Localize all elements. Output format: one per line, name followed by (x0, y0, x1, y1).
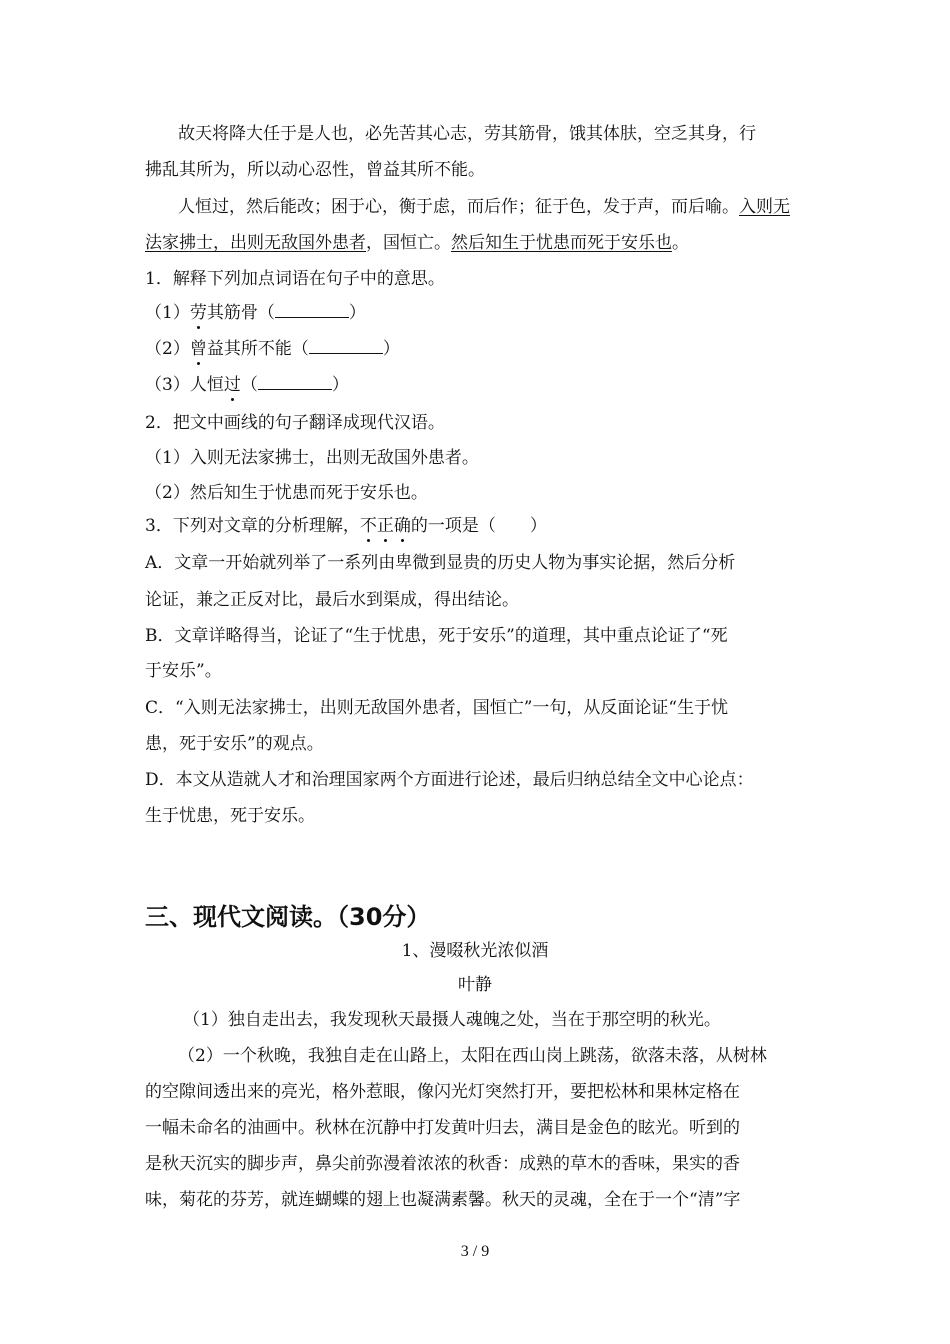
passage-text: 人恒过，然后能改；困于心，衡于虑，而后作；征于色，发于声，而后喻。 (178, 197, 739, 217)
article-paragraph: （1）独自走出去，我发现秋天最摄人魂魄之处，当在于那空明的秋光。 (183, 1010, 721, 1030)
article-line: 是秋天沉实的脚步声，鼻尖前弥漫着浓浓的秋香：成熟的草木的香味，果实的香 (145, 1154, 740, 1174)
article-line: 一幅未命名的油画中。秋林在沉静中打发黄叶归去，满目是金色的眩光。听到的 (145, 1118, 740, 1138)
answer-blank[interactable] (258, 375, 332, 390)
passage-text: ，国恒亡。 (366, 233, 451, 253)
item-text: 其筋骨（ (206, 303, 275, 323)
question-1-stem: 1．解释下列加点词语在句子中的意思。 (145, 269, 445, 289)
article-author: 叶静 (458, 975, 492, 995)
stem-text: 的一项是（ ） (410, 516, 547, 536)
answer-blank[interactable] (309, 339, 383, 354)
passage-text: 。 (672, 233, 689, 253)
article-line: 的空隙间透出来的亮光，格外惹眼，像闪光灯突然打开，要把松林和果林定格在 (145, 1082, 740, 1102)
question-1-item (145, 338, 400, 360)
question-1-item (145, 374, 349, 396)
question-2-item: （1）入则无法家拂士，出则无敌国外患者。 (145, 448, 479, 468)
dotted-word: 不 (359, 516, 377, 536)
passage-line (178, 196, 790, 218)
item-number: （1） (145, 303, 190, 323)
dotted-word: 过 (223, 375, 241, 395)
page-number: 3 / 9 (460, 1243, 490, 1260)
option-b[interactable]: B．文章详略得当，论证了“生于忧患，死于安乐”的道理，其中重点论证了“死 (145, 626, 728, 646)
dotted-word: 曾 (189, 339, 207, 359)
underlined-sentence: 然后知生于忧患而死于安乐也 (451, 233, 672, 253)
underlined-sentence: 入则无 (739, 197, 790, 217)
item-number: （2） (145, 339, 190, 359)
option-a-cont: 论证，兼之正反对比，最后水到渠成，得出结论。 (145, 590, 519, 610)
option-d[interactable]: D．本文从造就人才和治理国家两个方面进行论述，最后归纳总结全文中心论点： (145, 770, 754, 790)
item-number: （3） (145, 375, 190, 395)
passage-line (145, 232, 689, 254)
question-1-item (145, 302, 366, 324)
dotted-word: 劳 (189, 303, 207, 323)
question-3-stem (145, 515, 547, 537)
passage-line: 故天将降大任于是人也，必先苦其心志，劳其筋骨，饿其体肤，空乏其身，行 (178, 124, 756, 144)
item-text: ） (348, 303, 366, 323)
answer-blank[interactable] (275, 303, 349, 318)
underlined-sentence: 法家拂士，出则无敌国外患者 (145, 233, 366, 253)
question-2-stem: 2．把文中画线的句子翻译成现代汉语。 (145, 413, 445, 433)
article-line: 味，菊花的芬芳，就连蝴蝶的翅上也凝满素馨。秋天的灵魂，全在于一个“清”字 (145, 1190, 741, 1210)
passage-line: 拂乱其所为，所以动心忍性，曾益其所不能。 (145, 160, 485, 180)
option-b-cont: 于安乐”。 (145, 661, 222, 681)
question-2-item: （2）然后知生于忧患而死于安乐也。 (145, 483, 428, 503)
dotted-word: 确 (393, 516, 411, 536)
item-text: ） (382, 339, 400, 359)
item-text: 人恒 (189, 375, 224, 395)
item-text: 益其所不能（ (206, 339, 309, 359)
item-text: ） (331, 375, 349, 395)
option-c-cont: 患，死于安乐”的观点。 (145, 734, 324, 754)
article-title: 1、漫啜秋光浓似酒 (401, 941, 549, 961)
option-a[interactable]: A．文章一开始就列举了一系列由卑微到显贵的历史人物为事实论据，然后分析 (145, 553, 736, 573)
article-line: （2）一个秋晚，我独自走在山路上，太阳在西山岗上跳荡，欲落未落，从树林 (178, 1046, 767, 1066)
option-c[interactable]: C．“入则无法家拂士，出则无敌国外患者，国恒亡”一句，从反面论证“生于忧 (145, 698, 729, 718)
option-d-cont: 生于忧患，死于安乐。 (145, 806, 315, 826)
dotted-word: 正 (376, 516, 394, 536)
section-heading: 三、现代文阅读。（30分） (145, 903, 431, 931)
stem-text: 3．下列对文章的分析理解， (145, 516, 360, 536)
item-text: （ (240, 375, 258, 395)
